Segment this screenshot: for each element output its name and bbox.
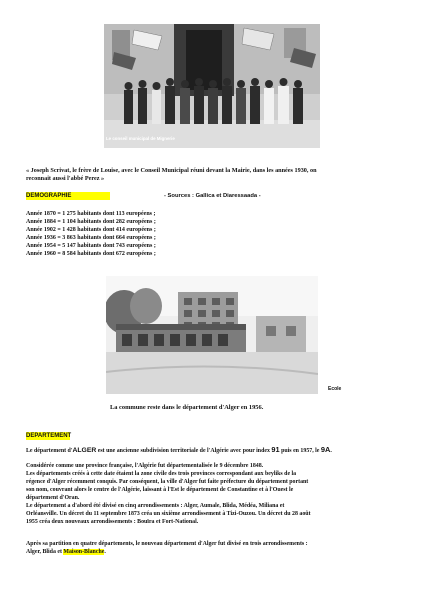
arrondissements-text: Alger, Blida et bbox=[26, 549, 64, 555]
council-caption-line2: reconnait aussi l'abbé Perez » bbox=[26, 175, 105, 182]
paragraph-line: Le département a d'abord été divisé en cinq arrondissements : Alger, Aumale, Blida, Médéa, Miliana et bbox=[26, 503, 285, 509]
paragraph-line: Après sa partition en quatre départements, le nouveau département d'Alger fut divisé en trois arrondissements : bbox=[26, 541, 308, 547]
paragraph-line: département d'Oran. bbox=[26, 495, 80, 501]
commune-note: La commune reste dans le département d'Alger en 1956. bbox=[110, 404, 264, 411]
council-photo bbox=[104, 24, 320, 148]
population-row: Année 1870 = 1 275 habitants dont 113 européens ; bbox=[26, 211, 156, 217]
paragraph-line: Considérée comme une province française, l'Algérie fut départementalisée le 9 décembre 1848. bbox=[26, 463, 264, 469]
intro-index-9a: 9A bbox=[320, 445, 331, 454]
demographie-sources: - Sources : Gallica et Diaressaada - bbox=[164, 193, 261, 199]
paragraph-line: 1955 créa deux nouveaux arrondissements : Bouïra et Fort-National. bbox=[26, 519, 199, 525]
intro-alger: ALGER bbox=[72, 447, 97, 454]
maison-blanche-highlight: Maison-Blanche bbox=[63, 549, 105, 555]
paragraph-line-final bbox=[26, 549, 106, 556]
council-caption-line1: « Joseph Scrivat, le frère de Louise, avec le Conseil Municipal réuni devant la Mairie, dans les années 1930, on bbox=[26, 167, 317, 174]
paragraph-line: Orléansville. Un décret du 11 septembre 1873 créa un sixième arrondissement à Tizi-Ouzou. Un décret du 28 août bbox=[26, 511, 311, 517]
population-row: Année 1954 = 5 147 habitants dont 743 européens ; bbox=[26, 243, 156, 249]
intro-text-d: . bbox=[330, 448, 332, 454]
paragraph-line: Les départements créés à cette date étaient la zone civile des trois provinces correspondant aux beyliks de la bbox=[26, 471, 297, 477]
population-row: Année 1936 = 3 863 habitants dont 664 européens ; bbox=[26, 235, 156, 241]
paragraph-line: régence d'Alger récemment conquis. Par conséquent, la ville d'Alger fut faite préfecture du département portant bbox=[26, 479, 309, 485]
departement-heading: DEPARTEMENT bbox=[26, 433, 72, 439]
population-row: Année 1960 = 8 584 habitants dont 672 européens ; bbox=[26, 251, 156, 257]
paragraph-line: son nom, couvrant alors le centre de l'Algérie, laissant à l'Est le département de Constantine et à l'Ouest le bbox=[26, 487, 294, 493]
intro-index-91: 91 bbox=[271, 445, 280, 454]
population-row: Année 1884 = 1 104 habitants dont 282 européens ; bbox=[26, 219, 156, 225]
school-photo-label: Ecole bbox=[328, 386, 342, 392]
school-photo bbox=[106, 276, 318, 394]
council-photo-inset-caption: Le conseil municipal de Mignerie bbox=[106, 136, 175, 141]
school-photo-drawing bbox=[106, 276, 318, 394]
intro-text-a: Le département d' bbox=[26, 448, 73, 454]
council-photo-drawing bbox=[104, 24, 320, 148]
arrondissements-end: . bbox=[104, 549, 106, 555]
intro-text-c: puis en 1957, le bbox=[279, 448, 321, 454]
intro-text-b: est une ancienne subdivision territoriale de l'Algérie avec pour index bbox=[96, 448, 272, 454]
population-row: Année 1902 = 1 428 habitants dont 414 européens ; bbox=[26, 227, 156, 233]
demographie-heading: DEMOGRAPHIE bbox=[26, 192, 110, 200]
departement-intro bbox=[26, 446, 332, 455]
